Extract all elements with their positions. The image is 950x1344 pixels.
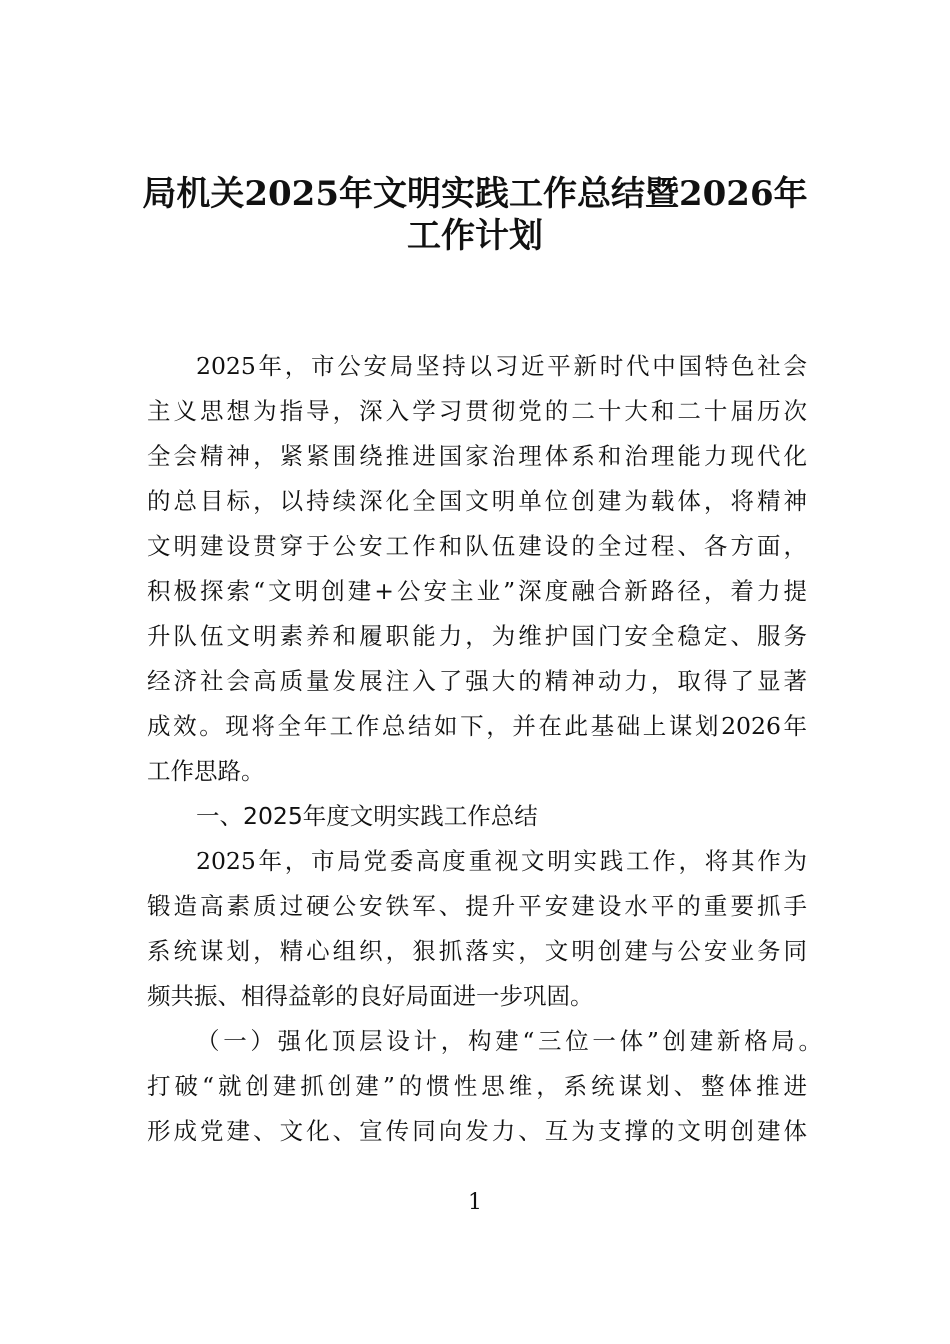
paragraph-line: 系统谋划，精心组织，狠抓落实，文明创建与公安业务同 — [147, 937, 807, 965]
paragraph-line: 主义思想为指导，深入学习贯彻党的二十大和二十届历次 — [147, 397, 807, 425]
paragraph-line: 工作思路。 — [147, 757, 265, 785]
paragraph-line: 文明建设贯穿于公安工作和队伍建设的全过程、各方面， — [147, 532, 807, 560]
paragraph-line: 成效。现将全年工作总结如下，并在此基础上谋划2026年 — [147, 712, 807, 740]
paragraph-line: 频共振、相得益彰的良好局面进一步巩固。 — [147, 982, 594, 1010]
paragraph-line: 2025年，市公安局坚持以习近平新时代中国特色社会 — [196, 352, 807, 380]
paragraph-line: 经济社会高质量发展注入了强大的精神动力，取得了显著 — [147, 667, 807, 695]
document-title-line-1: 局机关2025年文明实践工作总结暨2026年 — [142, 174, 808, 214]
paragraph-line: 打破“就创建抓创建”的惯性思维，系统谋划、整体推进 — [147, 1072, 807, 1100]
paragraph-line: 2025年，市局党委高度重视文明实践工作，将其作为 — [196, 847, 807, 875]
page-number: 1 — [468, 1190, 482, 1215]
paragraph-line: 升队伍文明素养和履职能力，为维护国门安全稳定、服务 — [147, 622, 807, 650]
paragraph-line: （一）强化顶层设计，构建“三位一体”创建新格局。 — [196, 1027, 822, 1055]
paragraph-line: 的总目标，以持续深化全国文明单位创建为载体，将精神 — [147, 487, 807, 515]
document-title-line-2: 工作计划 — [407, 216, 543, 256]
paragraph-line: 形成党建、文化、宣传同向发力、互为支撑的文明创建体 — [147, 1117, 807, 1145]
paragraph-line: 积极探索“文明创建+公安主业”深度融合新路径，着力提 — [147, 577, 807, 605]
paragraph-line: 锻造高素质过硬公安铁军、提升平安建设水平的重要抓手 — [147, 892, 807, 920]
section-heading: 一、2025年度文明实践工作总结 — [196, 802, 538, 830]
paragraph-line: 全会精神，紧紧围绕推进国家治理体系和治理能力现代化 — [147, 442, 807, 470]
